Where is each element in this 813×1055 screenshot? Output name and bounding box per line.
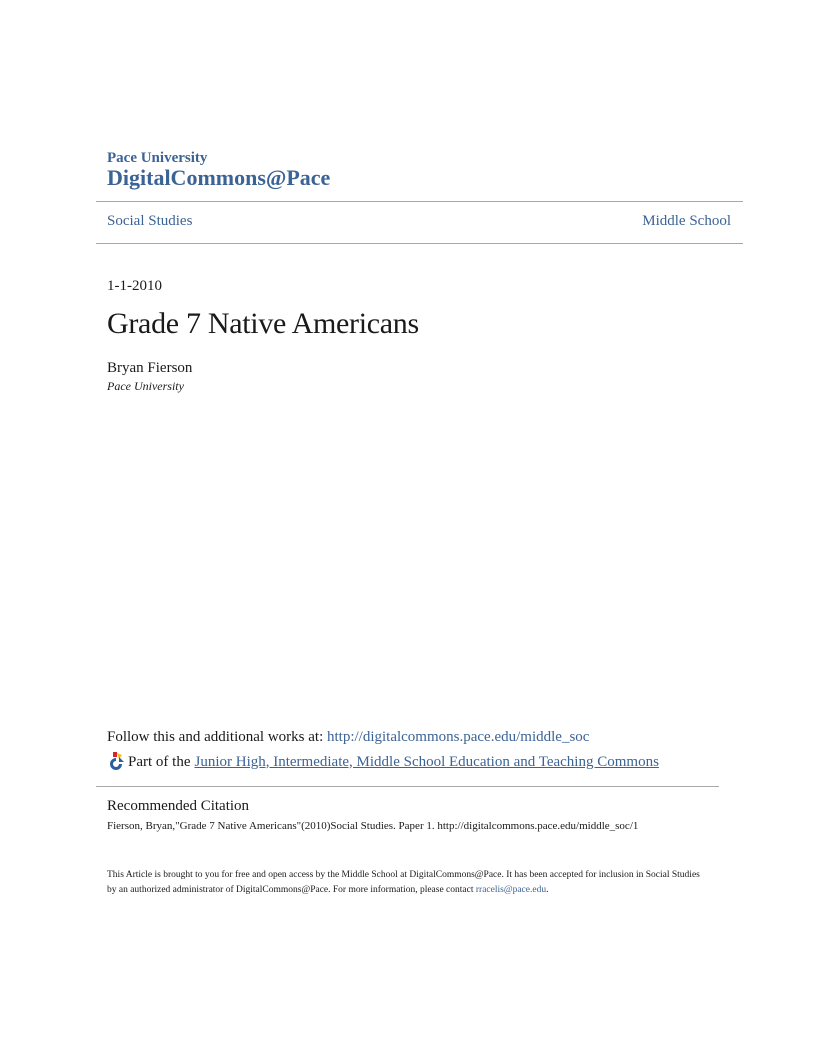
network-commons-icon [107, 752, 125, 772]
follow-line [107, 729, 589, 746]
contact-email-link[interactable]: rracelis@pace.edu [475, 885, 547, 895]
access-notice [107, 868, 707, 898]
part-of-line [107, 752, 659, 772]
repository-name[interactable]: DigitalCommons@Pace [107, 165, 331, 190]
department-link[interactable]: Middle School [642, 213, 731, 229]
notice-end: . [546, 885, 549, 895]
follow-label: Follow this and additional works at: [107, 729, 327, 745]
citation-heading: Recommended Citation [107, 798, 250, 814]
follow-url-link[interactable]: http://digitalcommons.pace.edu/middle_soc [326, 729, 590, 745]
divider [96, 201, 743, 202]
author-affiliation: Pace University [107, 379, 184, 393]
commons-link[interactable]: Junior High, Intermediate, Middle School Education and Teaching Commons [194, 753, 659, 770]
citation-text: Fierson, Bryan,"Grade 7 Native Americans"(2010)Social Studies. Paper 1. http://digitalcommons.pace.edu/middle_soc/1 [107, 820, 639, 832]
series-link[interactable]: Social Studies [107, 213, 193, 229]
part-of-label: Part of the [128, 753, 191, 770]
divider [96, 243, 743, 244]
notice-text: This Article is brought to you for free and open access by the Middle School at DigitalCommons@Pace. It has been accepted for inclusion in Social Studies by an authorized administrator of DigitalCommons@Pace. For more information, please contact [107, 870, 700, 895]
institution-name: Pace University [107, 150, 208, 166]
article-title: Grade 7 Native Americans [107, 307, 419, 340]
publication-date: 1-1-2010 [107, 278, 162, 294]
divider [96, 786, 719, 787]
author-name: Bryan Fierson [107, 360, 193, 376]
